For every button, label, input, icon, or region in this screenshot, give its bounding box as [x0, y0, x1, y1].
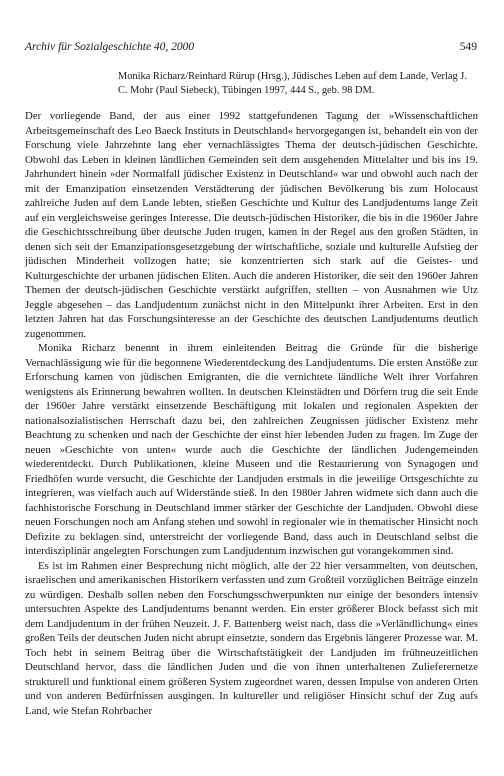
journal-title: Archiv für Sozialgeschichte 40, 2000	[25, 41, 195, 53]
book-citation: Monika Richarz/Reinhard Rürup (Hrsg.), Jüdisches Leben auf dem Lande, Verlag J. C. Mohr (Paul Siebeck), Tübingen 1997, 444 S., geb. 98 DM.	[118, 71, 467, 96]
paragraph: Monika Richarz benennt in ihrem einleitenden Beitrag die Gründe für die bisherige Vernachlässigung wie für die begonnene Wiederentdeckung des Landjudentums. Die ersten Anstöße zur Erforschung kamen von jüdischen Emigranten, die die vernichtete ländliche Welt ihrer Vorfahren wenigstens als Erinnerung bewahren wollten. In deutschen Kleinstädten und Dörfern trug die seit Ende der 1960er Jahre verstärkt einsetzende Beschäftigung mit lokalen und regionalen Aspekten der nationalsozialistischen Herrschaft dazu bei, den zahlreichen Zeugnissen jüdischer Existenz mehr Beachtung zu schenken und nach der Geschichte der einst hier lebenden Juden zu fragen. Im Zuge der neuen »Geschichte von unten« wurde auch die Geschichte der ländlichen Judengemeinden wiederentdeckt. Durch Publikationen, kleine Museen und die Restaurierung von Synagogen und Friedhöfen wurde versucht, die Geschichte der Landjuden erstmals in die jeweilige Ortsgeschichte zu integrieren, was vielfach auch auf Widerstände stieß. In den 1980er Jahren widmete sich dann auch die fachhistorische Forschung in Deutschland immer stärker der Geschichte der Landjuden. Obwohl diese neuen Forschungen noch am Anfang stehen und sowohl in regionaler wie in thematischer Hinsicht noch Defizite zu beklagen sind, unterstreicht der vorliegende Band, dass auch in Deutschland selbst die interdisziplinär angelegten Forschungen zum Landjudentum inzwischen gut vorangekommen sind.	[25, 342, 478, 557]
review-body	[25, 109, 478, 718]
paragraph: Der vorliegende Band, der aus einer 1992 stattgefundenen Tagung der »Wissenschaftlichen Arbeitsgemeinschaft des Leo Baeck Instituts in Deutschland« hervorgegangen ist, behandelt ein von der Forschung viele Jahrzehnte lang eher vernachlässigtes Thema der deutsch-jüdischen Geschichte. Obwohl das Leben in kleinen ländlichen Gemeinden seit dem ausgehenden Mittelalter und bis ins 19. Jahrhundert hinein »der Normalfall jüdischer Existenz in Deutschland« war und obwohl auch nach der mit der Emanzipation einsetzenden Verstädterung der jüdischen Bevölkerung bis zum Holocaust zahlreiche Juden auf dem Lande lebten, stießen Geschichte und Kultur des Landjudentums lange Zeit auf ein vergleichsweise geringes Interesse. Die deutsch-jüdischen Historiker, die bis in die 1960er Jahre die Geschichtsschreibung über deutsche Juden trugen, kamen in der Regel aus den großen Städten, in denen sich seit der Emanzipationsgesetzgebung der wirtschaftliche, soziale und kulturelle Aufstieg der jüdischen Minderheit vollzogen hatte; sie konzentrierten sich stark auf die Geistes- und Kulturgeschichte der urbanen jüdischen Eliten. Auch die anderen Historiker, die seit den 1960er Jahren Themen der deutsch-jüdischen Geschichte verstärkt aufgriffen, stellten – von Ausnahmen wie Utz Jeggle abgesehen – das Landjudentum zunächst nicht in den Mittelpunkt ihrer Arbeiten. Erst in den letzten Jahren hat das Forschungsinteresse an der Geschichte des deutschen Landjudentums deutlich zugenommen.	[25, 110, 478, 340]
paragraph: Es ist im Rahmen einer Besprechung nicht möglich, alle der 22 hier versammelten, von deutschen, israelischen und amerikanischen Historikern verfassten und zum Großteil vorzüglichen Beiträge einzeln zu würdigen. Deshalb sollen neben den Forschungsschwerpunkten nur einige der besonders intensiv untersuchten Aspekte des Landjudentums benannt werden. Ein erster größerer Block befasst sich mit dem Landjudentum in der frühen Neuzeit. J. F. Battenberg weist nach, dass die »Verländlichung« eines großen Teils der deutschen Juden nicht abrupt einsetzte, sondern das Ergebnis längerer Prozesse war. M. Toch hebt in seinem Beitrag über die Wirtschaftstätigkeit der Landjuden im frühneuzeitlichen Deutschland hervor, dass die ländlichen Juden und die von ihnen unterhaltenen Zulieferernetze strukturell und funktional einem größeren System zugeordnet waren, dessen Impulse von anderen Orten und von anderen Bedürfnissen ausgingen. In kultureller und religiöser Hinsicht schuf der Zug aufs Land, wie Stefan Rohrbacher	[25, 559, 478, 717]
page-number: 549	[459, 41, 477, 53]
